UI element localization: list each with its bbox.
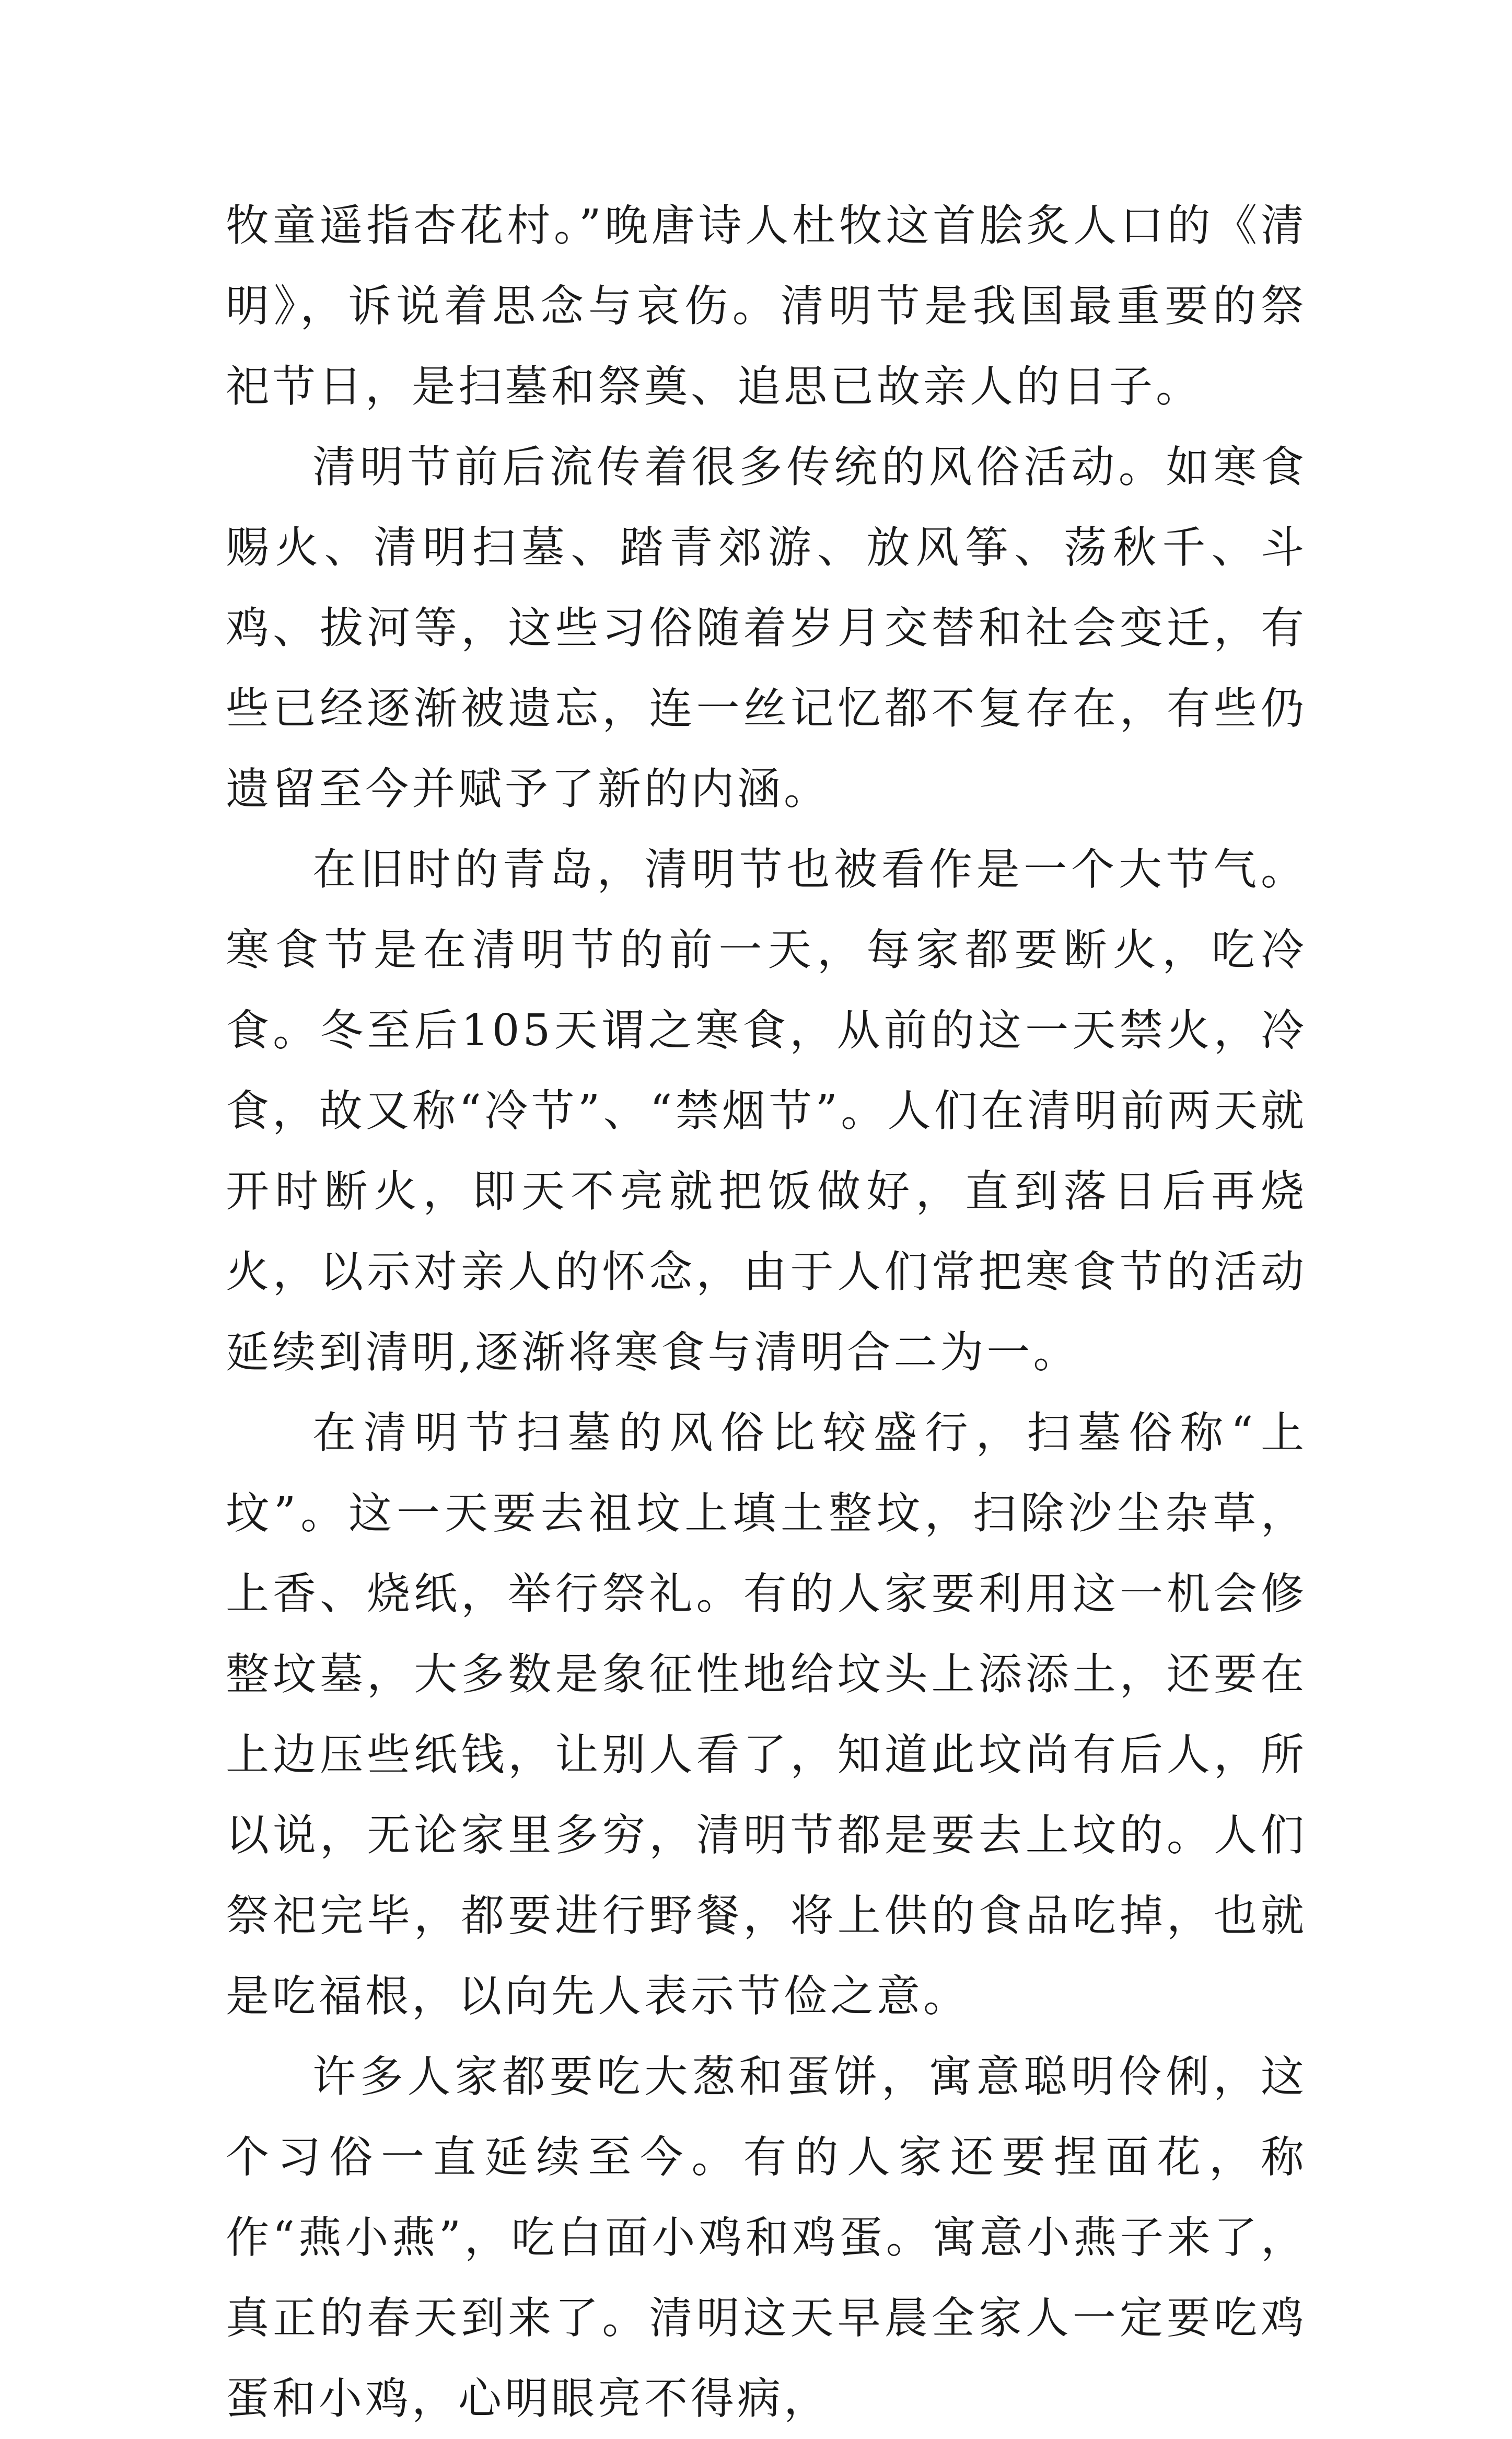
paragraph-2: 清明节前后流传着很多传统的风俗活动。如寒食赐火、清明扫墓、踏青郊游、放风筝、荡秋千、斗鸡、拔河等，这些习俗随着岁月交替和社会变迁，有些已经逐渐被遗忘，连一丝记忆都不复存在，有些仍遗留至今并赋予了新的内涵。 bbox=[226, 442, 1307, 814]
paragraph-5: 许多人家都要吃大葱和蛋饼，寓意聪明伶俐，这个习俗一直延续至今。有的人家还要捏面花，称作“燕小燕”，吃白面小鸡和鸡蛋。寓意小燕子来了，真正的春天到来了。清明这天早晨全家人一定要吃鸡蛋和小鸡，心明眼亮不得病， bbox=[226, 2051, 1307, 2424]
paragraph-1: 牧童遥指杏花村。”晚唐诗人杜牧这首脍炙人口的《清明》，诉说着思念与哀伤。清明节是我国最重要的祭祀节日，是扫墓和祭奠、追思已故亲人的日子。 bbox=[226, 200, 1307, 412]
paragraph-4: 在清明节扫墓的风俗比较盛行，扫墓俗称“上坟”。这一天要去祖坟上填土整坟，扫除沙尘杂草，上香、烧纸，举行祭礼。有的人家要利用这一机会修整坟墓，大多数是象征性地给坟头上添添土，还要在上边压些纸钱，让别人看了，知道此坟尚有后人，所以说，无论家里多穷，清明节都是要去上坟的。人们祭祀完毕，都要进行野餐，将上供的食品吃掉，也就是吃福根，以向先人表示节俭之意。 bbox=[226, 1407, 1307, 2021]
body-text bbox=[226, 186, 1307, 2439]
paragraph-3: 在旧时的青岛，清明节也被看作是一个大节气。寒食节是在清明节的前一天，每家都要断火，吃冷食。冬至后105天谓之寒食，从前的这一天禁火，冷食，故又称“冷节”、“禁烟节”。人们在清明前两天就开时断火，即天不亮就把饭做好，直到落日后再烧火，以示对亲人的怀念，由于人们常把寒食节的活动延续到清明,逐渐将寒食与清明合二为一。 bbox=[226, 844, 1307, 1378]
